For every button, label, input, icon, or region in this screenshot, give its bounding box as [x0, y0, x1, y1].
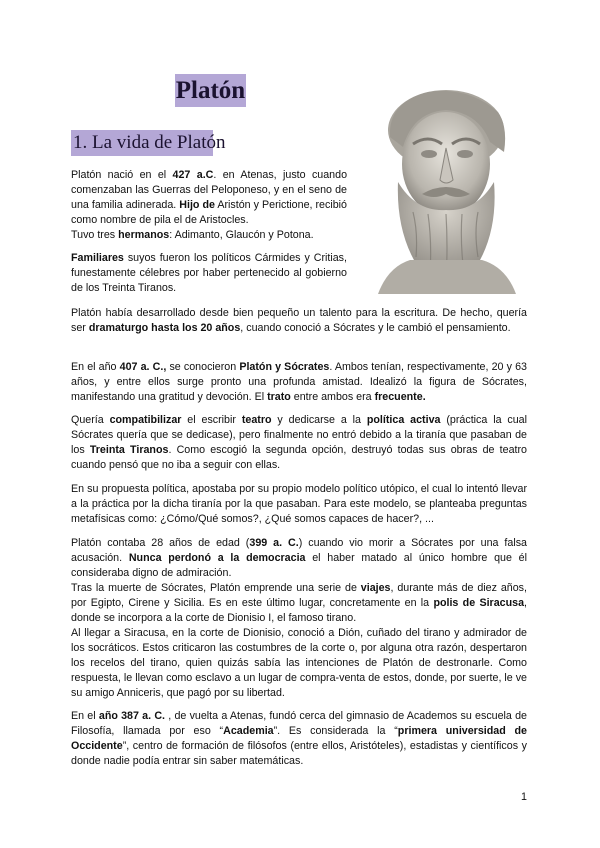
text-run: (práctica la cual Sócrates quería que se dedicase), pero finalmente no entró debido a la tiranía que pasaban de los [71, 414, 528, 456]
section-heading-highlight [71, 130, 226, 156]
text-run: Tuvo tres [71, 229, 119, 241]
text-run: entre ambos era [290, 391, 375, 403]
text-run: . Como escogió la segunda opción, destruyó todas sus obras de teatro cuando pensó que no iba a seguir con ellas. [71, 444, 527, 471]
text-run: ”, centro de formación de filósofos (entre ellos, Aristóteles), estadistas y científicos y donde nadie podía entrar sin saber matemáticas. [71, 740, 527, 767]
bold-text: política activa [366, 414, 441, 426]
text-run: Quería [71, 414, 110, 426]
text-run: , donde se incorpora a la corte de Dionisio I, el famoso tirano. [71, 597, 527, 624]
text-run: , cuando conoció a Sócrates y le cambió el pensamiento. [240, 322, 511, 334]
paragraph-utopia [71, 482, 527, 527]
paragraph-birth [71, 168, 347, 228]
bold-text: Nunca perdonó a la democracia [128, 552, 306, 564]
plato-bust-image [358, 82, 528, 294]
bold-text: 427 a.C [172, 169, 214, 181]
paragraph-academy [71, 709, 527, 769]
bold-text: Platón y Sócrates [239, 361, 330, 373]
bold-text: teatro [241, 414, 272, 426]
paragraph-politics [71, 413, 527, 473]
paragraph-death-socrates [71, 536, 527, 581]
text-run: Platón nació en el [71, 169, 173, 181]
bold-text: año 387 a. C. [98, 710, 166, 722]
text-run: En el [71, 710, 99, 722]
text-run: Tras la muerte de Sócrates, Platón emprende una serie de [71, 582, 361, 594]
text-run: Aristón y Perictione, recibió como nombre de pila el de Aristocles. [71, 199, 347, 226]
bold-text: hermanos [118, 229, 170, 241]
text-run: Platón había desarrollado desde bien pequeño un talento para la escritura. De hecho, quería ser [71, 307, 527, 334]
section-heading: 1. La vida de Platón [73, 132, 226, 153]
text-run: , durante más de diez años, por Egipto, Cirene y Sicilia. Es en este último lugar, concretamente en la [71, 582, 527, 609]
page-number: 1 [521, 791, 527, 803]
paragraph-family [71, 251, 347, 296]
text-run: : Adimanto, Glaucón y Potona. [169, 229, 314, 241]
bold-text: Familiares [71, 252, 124, 264]
bold-text: 399 a. C. [249, 537, 299, 549]
paragraph-socrates [71, 360, 527, 405]
text-run: y dedicarse a la [271, 414, 367, 426]
paragraph-siracusa [71, 626, 527, 701]
text-run: el haber matado al único hombre que él consideraba digno de admiración. [71, 552, 527, 579]
text-run: suyos fueron los políticos Cármides y Critias, funestamente célebres por haber pertenecido al gobierno de los Treinta Tiranos. [71, 252, 347, 294]
paragraph-travels [71, 581, 527, 626]
bold-text: primera universidad de Occidente [71, 725, 528, 752]
page-title: Platón [175, 77, 246, 104]
bold-text: trato [267, 391, 291, 403]
text-run: se conocieron [166, 361, 240, 373]
bold-text: Hijo de [179, 199, 215, 211]
title-highlight [175, 74, 246, 107]
text-run: Platón contaba 28 años de edad ( [71, 537, 250, 549]
bold-text: viajes [360, 582, 391, 594]
bold-text: 407 a. C., [119, 361, 167, 373]
text-run: . Ambos tenían, respectivamente, 20 y 63 años, y entre ellos surge pronto una profunda amistad. Idealizó la figura de Sócrates, manifestando una gratitud y devoción. El [71, 361, 527, 403]
bold-text: frecuente. [374, 391, 426, 403]
text-run: , de vuelta a Atenas, fundó cerca del gimnasio de Academos su escuela de Filosofía, llamada por eso “ [71, 710, 527, 737]
bold-text: Academia [223, 725, 274, 737]
bold-text: polis de Siracusa [433, 597, 525, 609]
text-run: el escribir [181, 414, 242, 426]
paragraph-writing [71, 306, 527, 336]
bold-text: compatibilizar [109, 414, 182, 426]
text-run: ) cuando vio morir a Sócrates por una falsa acusación. [71, 537, 527, 564]
text-run: ”. Es considerada la “ [273, 725, 398, 737]
text-run: En su propuesta política, apostaba por su propio modelo político utópico, el cual lo intentó llevar a la práctica por la dicha tiranía por la que pasaban. Para este modelo, se planteaba preguntas metafísicas como: ¿Cómo/Qué somos?, ¿Qué somos capaces de hacer?, ... [71, 483, 527, 525]
text-run: . en Atenas, justo cuando comenzaban las Guerras del Peloponeso, y en el seno de una familia adinerada. [71, 169, 348, 211]
bold-text: dramaturgo hasta los 20 años [88, 322, 241, 334]
paragraph-siblings [71, 228, 347, 243]
text-run: En el año [71, 361, 120, 373]
text-run: Al llegar a Siracusa, en la corte de Dionisio, conoció a Dión, cuñado del tirano y admirador de los socráticos. Estos criticaron las costumbres de la corte o, por alguna otra razón, despertaron los recelos del tirano, quien quizás sabía las intenciones de Platón de destronarle. Como respuesta, le llevan como esclavo a un lugar de compra-venta de estos, donde, por suerte, le ve su amigo Anniceris, que pagó por su libertad. [71, 627, 527, 699]
bold-text: Treinta Tiranos [89, 444, 169, 456]
